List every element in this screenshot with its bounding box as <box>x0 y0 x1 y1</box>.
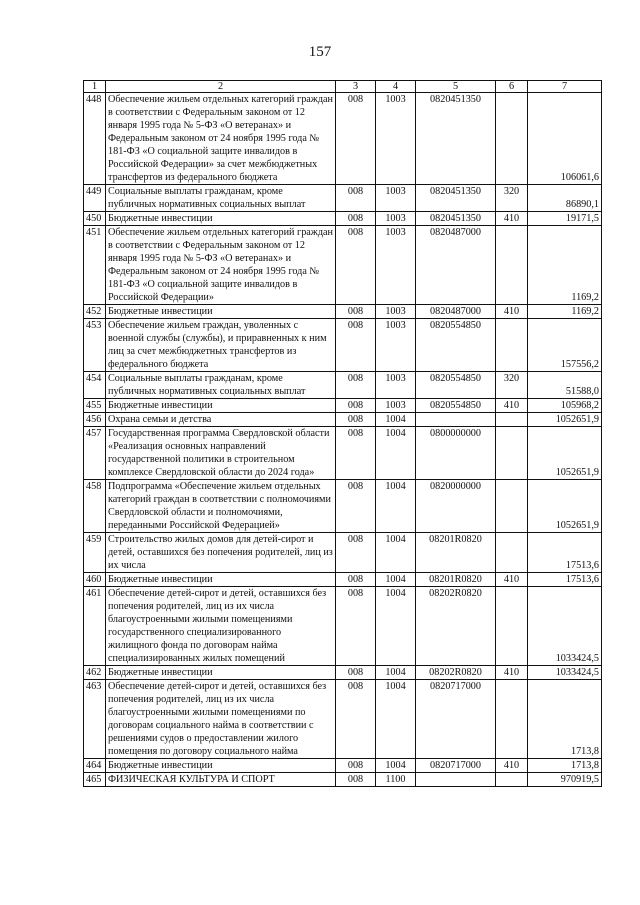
row-number: 456 <box>84 413 106 427</box>
row-amount: 1033424,5 <box>528 666 602 680</box>
row-amount: 1713,8 <box>528 680 602 759</box>
row-code-target: 08201R0820 <box>416 533 496 573</box>
row-number: 448 <box>84 93 106 185</box>
row-code-expense-type <box>496 413 528 427</box>
row-code-ministry: 008 <box>336 93 376 185</box>
row-code-section: 1003 <box>376 399 416 413</box>
row-code-ministry: 008 <box>336 226 376 305</box>
row-code-section: 1004 <box>376 680 416 759</box>
row-code-section: 1004 <box>376 427 416 480</box>
row-number: 457 <box>84 427 106 480</box>
table-row <box>84 759 602 773</box>
row-code-expense-type: 410 <box>496 573 528 587</box>
row-amount: 51588,0 <box>528 372 602 399</box>
table-row <box>84 413 602 427</box>
table-row <box>84 399 602 413</box>
row-code-section: 1003 <box>376 93 416 185</box>
table-row <box>84 533 602 573</box>
table-row <box>84 93 602 185</box>
row-amount: 1033424,5 <box>528 587 602 666</box>
row-code-ministry: 008 <box>336 666 376 680</box>
row-code-expense-type: 320 <box>496 185 528 212</box>
row-amount: 17513,6 <box>528 533 602 573</box>
row-code-ministry: 008 <box>336 680 376 759</box>
row-description: Социальные выплаты гражданам, кроме публичных нормативных социальных выплат <box>106 372 336 399</box>
row-number: 462 <box>84 666 106 680</box>
row-code-target <box>416 773 496 787</box>
row-code-target: 08202R0820 <box>416 666 496 680</box>
row-code-ministry: 008 <box>336 212 376 226</box>
row-code-section: 1004 <box>376 759 416 773</box>
header-cell: 7 <box>528 81 602 93</box>
row-number: 449 <box>84 185 106 212</box>
row-code-section: 1100 <box>376 773 416 787</box>
table-row <box>84 427 602 480</box>
header-cell: 5 <box>416 81 496 93</box>
row-description: Строительство жилых домов для детей-сирот и детей, оставшихся без попечения родителей, лиц из их числа <box>106 533 336 573</box>
row-number: 450 <box>84 212 106 226</box>
header-cell: 2 <box>106 81 336 93</box>
row-code-section: 1004 <box>376 587 416 666</box>
row-code-section: 1003 <box>376 372 416 399</box>
row-code-target: 0800000000 <box>416 427 496 480</box>
row-number: 464 <box>84 759 106 773</box>
row-code-ministry: 008 <box>336 533 376 573</box>
row-amount: 1052651,9 <box>528 480 602 533</box>
row-number: 460 <box>84 573 106 587</box>
row-code-section: 1004 <box>376 666 416 680</box>
header-cell: 1 <box>84 81 106 93</box>
header-cell: 6 <box>496 81 528 93</box>
row-description: ФИЗИЧЕСКАЯ КУЛЬТУРА И СПОРТ <box>106 773 336 787</box>
row-description: Обеспечение детей-сирот и детей, оставшихся без попечения родителей, лиц из их числа благоустроенными жилыми помещениями по договорам социального найма в соответствии с решениями судов о предоставлении жилого помещения по договору социального найма <box>106 680 336 759</box>
row-code-target: 0820487000 <box>416 305 496 319</box>
row-code-target: 0820000000 <box>416 480 496 533</box>
row-code-ministry: 008 <box>336 399 376 413</box>
row-amount: 1052651,9 <box>528 427 602 480</box>
row-code-ministry: 008 <box>336 480 376 533</box>
row-code-expense-type <box>496 773 528 787</box>
row-number: 453 <box>84 319 106 372</box>
row-amount: 1169,2 <box>528 226 602 305</box>
row-code-section: 1003 <box>376 305 416 319</box>
row-code-section: 1003 <box>376 226 416 305</box>
row-code-expense-type <box>496 680 528 759</box>
row-number: 458 <box>84 480 106 533</box>
row-description: Бюджетные инвестиции <box>106 666 336 680</box>
row-description: Государственная программа Свердловской области «Реализация основных направлений государственной политики в строительном комплексе Свердловской области до 2024 года» <box>106 427 336 480</box>
row-code-target: 0820554850 <box>416 372 496 399</box>
table-row <box>84 226 602 305</box>
row-description: Бюджетные инвестиции <box>106 573 336 587</box>
row-amount: 157556,2 <box>528 319 602 372</box>
table-header-row <box>84 81 602 93</box>
row-number: 454 <box>84 372 106 399</box>
row-code-section: 1003 <box>376 319 416 372</box>
table-row <box>84 680 602 759</box>
row-code-section: 1004 <box>376 413 416 427</box>
row-code-expense-type <box>496 533 528 573</box>
table-row <box>84 185 602 212</box>
row-code-ministry: 008 <box>336 587 376 666</box>
budget-table <box>83 80 602 787</box>
row-code-target <box>416 413 496 427</box>
row-amount: 1169,2 <box>528 305 602 319</box>
row-code-target: 0820554850 <box>416 399 496 413</box>
row-code-ministry: 008 <box>336 773 376 787</box>
table-row <box>84 372 602 399</box>
row-description: Бюджетные инвестиции <box>106 399 336 413</box>
row-code-target: 0820717000 <box>416 759 496 773</box>
row-code-ministry: 008 <box>336 427 376 480</box>
row-amount: 970919,5 <box>528 773 602 787</box>
table-row <box>84 587 602 666</box>
row-number: 455 <box>84 399 106 413</box>
row-code-section: 1003 <box>376 212 416 226</box>
row-amount: 1052651,9 <box>528 413 602 427</box>
row-code-target: 0820554850 <box>416 319 496 372</box>
row-code-ministry: 008 <box>336 185 376 212</box>
row-description: Обеспечение жильем граждан, уволенных с военной службы (службы), и приравненных к ним лиц за счет межбюджетных трансфертов из федерального бюджета <box>106 319 336 372</box>
row-amount: 106061,6 <box>528 93 602 185</box>
row-code-expense-type <box>496 587 528 666</box>
row-code-target: 0820487000 <box>416 226 496 305</box>
table-row <box>84 773 602 787</box>
row-code-expense-type <box>496 319 528 372</box>
table-row <box>84 666 602 680</box>
row-amount: 105968,2 <box>528 399 602 413</box>
row-code-section: 1003 <box>376 185 416 212</box>
row-code-expense-type: 320 <box>496 372 528 399</box>
row-description: Охрана семьи и детства <box>106 413 336 427</box>
row-description: Бюджетные инвестиции <box>106 759 336 773</box>
table-row <box>84 305 602 319</box>
row-code-ministry: 008 <box>336 319 376 372</box>
row-code-target: 0820451350 <box>416 212 496 226</box>
row-code-ministry: 008 <box>336 573 376 587</box>
row-code-expense-type: 410 <box>496 305 528 319</box>
row-code-ministry: 008 <box>336 305 376 319</box>
row-code-target: 0820717000 <box>416 680 496 759</box>
row-number: 451 <box>84 226 106 305</box>
header-cell: 3 <box>336 81 376 93</box>
table-row <box>84 480 602 533</box>
row-description: Социальные выплаты гражданам, кроме публичных нормативных социальных выплат <box>106 185 336 212</box>
row-description: Подпрограмма «Обеспечение жильем отдельных категорий граждан в соответствии с полномочиями Свердловской области и полномочиями, переданными Российской Федерацией» <box>106 480 336 533</box>
row-code-expense-type <box>496 226 528 305</box>
row-code-target: 0820451350 <box>416 185 496 212</box>
table-row <box>84 319 602 372</box>
row-code-ministry: 008 <box>336 413 376 427</box>
row-code-expense-type <box>496 480 528 533</box>
row-code-section: 1004 <box>376 480 416 533</box>
table-row <box>84 212 602 226</box>
row-description: Обеспечение жильем отдельных категорий граждан в соответствии с Федеральным законом от 12 января 1995 года № 5-ФЗ «О ветеранах» и Федеральным законом от 24 ноября 1995 года № 181-ФЗ «О социальной защите инвалидов в Российской Федерации» за счет межбюджетных трансфертов из федерального бюджета <box>106 93 336 185</box>
row-amount: 17513,6 <box>528 573 602 587</box>
row-number: 463 <box>84 680 106 759</box>
row-code-expense-type <box>496 93 528 185</box>
row-description: Обеспечение жильем отдельных категорий граждан в соответствии с Федеральным законом от 12 января 1995 года № 5-ФЗ «О ветеранах» и Федеральным законом от 24 ноября 1995 года № 181-ФЗ «О социальной защите инвалидов в Российской Федерации» <box>106 226 336 305</box>
row-code-target: 0820451350 <box>416 93 496 185</box>
table-row <box>84 573 602 587</box>
row-description: Обеспечение детей-сирот и детей, оставшихся без попечения родителей, лиц из их числа благоустроенными жилыми помещениями государственного специализированного жилищного фонда по договорам найма специализированных жилых помещений <box>106 587 336 666</box>
row-code-expense-type: 410 <box>496 666 528 680</box>
row-code-target: 08201R0820 <box>416 573 496 587</box>
row-description: Бюджетные инвестиции <box>106 212 336 226</box>
row-amount: 19171,5 <box>528 212 602 226</box>
row-code-expense-type: 410 <box>496 399 528 413</box>
row-code-ministry: 008 <box>336 372 376 399</box>
row-amount: 86890,1 <box>528 185 602 212</box>
row-code-expense-type <box>496 427 528 480</box>
row-code-section: 1004 <box>376 573 416 587</box>
row-amount: 1713,8 <box>528 759 602 773</box>
row-number: 461 <box>84 587 106 666</box>
row-description: Бюджетные инвестиции <box>106 305 336 319</box>
row-code-expense-type: 410 <box>496 759 528 773</box>
row-code-target: 08202R0820 <box>416 587 496 666</box>
row-number: 465 <box>84 773 106 787</box>
page-number: 157 <box>308 44 332 60</box>
header-cell: 4 <box>376 81 416 93</box>
row-number: 459 <box>84 533 106 573</box>
row-code-expense-type: 410 <box>496 212 528 226</box>
row-code-section: 1004 <box>376 533 416 573</box>
row-code-ministry: 008 <box>336 759 376 773</box>
row-number: 452 <box>84 305 106 319</box>
